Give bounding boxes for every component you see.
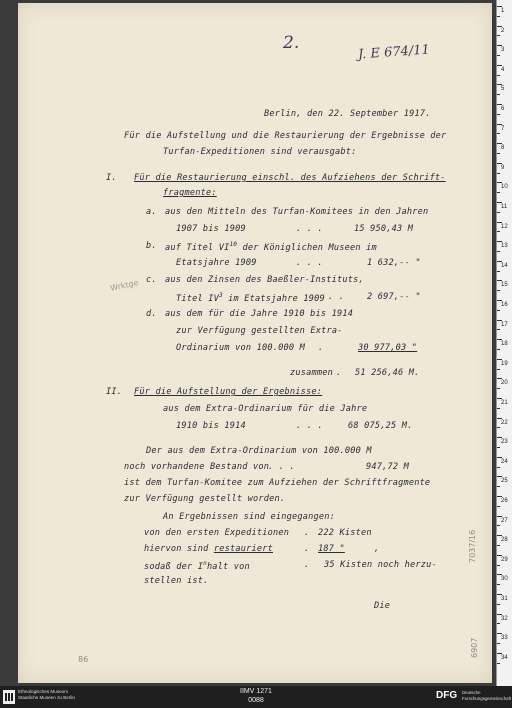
ruler-number: 20 [501,380,508,387]
ruler-tick [497,555,502,556]
ruler-number: 32 [501,615,508,622]
ruler-tick [497,516,502,517]
ruler-tick [497,653,502,654]
ruler-tick [497,124,502,125]
arrivals-row-3-sep: . [304,560,310,570]
item-b-line-2: Etatsjahre 1909 [176,258,257,268]
ruler-tick [497,231,500,232]
ruler-number: 5 [501,86,505,93]
ruler-number: 29 [501,556,508,563]
catchword: Die [374,601,391,611]
ruler-tick [497,300,502,301]
ruler-number: 33 [501,635,508,642]
ruler-number: 13 [501,243,508,250]
dfg-name: Deutsche Forschungsgemeinschaft [462,690,512,701]
ruler-tick [497,633,502,634]
ruler-tick [497,35,500,36]
ruler-tick [497,623,500,624]
ruler-tick [497,418,502,419]
section-2-dots: . . . [296,421,323,431]
arrivals-row-2-tail: , [374,544,380,554]
ruler-tick [497,408,500,409]
ruler-number: 27 [501,517,508,524]
ruler-tick [497,290,500,291]
ruler-tick [497,388,500,389]
ruler-tick [497,545,500,546]
ruler-tick [497,241,502,242]
item-b-dots: . . . [296,258,323,268]
ruler-tick [497,457,502,458]
arrivals-row-2-value: 187 " [318,544,345,554]
margin-pencil-number: 7037/16 [468,529,477,563]
item-d-line-2: zur Verfügung gestellten Extra- [176,326,343,336]
item-a-line-1: aus den Mitteln des Turfan-Komitees in den Jahren [165,207,429,217]
ruler-tick [497,271,500,272]
ruler-tick [497,467,500,468]
ruler-tick [497,604,500,605]
ruler-number: 4 [501,66,505,73]
ruler-tick [497,594,502,595]
ruler-tick [497,94,500,95]
ruler-number: 28 [501,537,508,544]
ruler-number: 26 [501,498,508,504]
ruler-tick [497,437,502,438]
ruler-tick [497,84,502,85]
document-page [18,3,492,683]
remainder-line-1: Der aus dem Extra-Ordinarium von 100.000 M [146,446,372,456]
footer-bar [0,686,512,708]
ruler-number: 22 [501,419,508,426]
sum-amount: 51 256,46 M. [355,368,420,378]
remainder-line-3: ist dem Turfan-Komitee zum Aufziehen der Schriftfragmente [124,478,431,488]
section-1-heading-1: Für die Restaurierung einschl. des Aufziehens der Schrift- [134,173,446,183]
arrivals-intro: An Ergebnissen sind eingegangen: [163,512,335,522]
section-2-heading: Für die Aufstellung der Ergebnisse: [134,387,323,397]
section-2-line-2: 1910 bis 1914 [176,421,246,431]
arrivals-row-1-text: von den ersten Expeditionen [144,528,290,538]
ruler-tick [497,65,502,66]
section-2-amount: 68 075,25 M. [348,421,413,431]
ruler-tick [497,16,500,17]
ruler-number: 7 [501,125,505,132]
ruler-number: 23 [501,439,508,446]
ruler-number: 1 [501,8,505,14]
ruler-tick [497,643,500,644]
item-d-dots: . [318,343,324,353]
ruler-tick [497,378,502,379]
section-1-heading-2: fragmente: [163,188,217,198]
sum-dots: . [336,368,342,378]
ruler-tick [497,192,500,193]
ruler-number: 15 [501,282,508,289]
arrivals-row-1-sep: . [304,528,310,538]
ruler-tick [497,447,500,448]
section-2-numeral: II. [106,387,123,397]
ruler-tick [497,329,500,330]
ruler-number: 12 [501,223,508,230]
ruler-tick [497,212,500,213]
ruler-tick [497,45,502,46]
ruler-tick [497,55,500,56]
ruler-number: 19 [501,360,508,367]
intro-line-2: Turfan-Expeditionen sind verausgabt: [163,147,357,157]
item-a-line-2: 1907 bis 1909 [176,224,246,234]
ruler-number: 21 [501,400,508,406]
dfg-logo: DFG [436,690,458,701]
ruler-number: 30 [501,576,508,583]
ruler-tick [497,398,502,399]
sum-label: zusammen [290,368,333,378]
ruler-tick [497,26,502,27]
ruler-number: 9 [501,164,505,171]
ruler-tick [497,114,500,115]
ruler-number: 31 [501,596,508,602]
ruler-number: 24 [501,458,508,465]
ruler-tick [497,6,502,7]
remainder-line-2-dots: . . . [268,462,295,472]
museum-name: Ethnologisches Museum Staatliche Museen zu Berlin [18,689,75,700]
arrivals-row-4-text: stellen ist. [144,576,209,586]
remainder-line-2: noch vorhandene Bestand von [124,462,270,472]
ruler-tick [497,310,500,311]
ruler-tick [497,584,500,585]
ruler-tick [497,614,502,615]
ruler-tick [497,75,500,76]
ruler-number: 11 [501,204,508,210]
item-b-label: b. [146,241,157,251]
ruler-number: 10 [501,184,508,191]
ruler-tick [497,143,502,144]
ruler-tick [497,173,500,174]
ruler-tick [497,496,502,497]
ruler-number: 16 [501,302,508,308]
ruler-tick [497,525,500,526]
ruler-tick [497,163,502,164]
ruler-number: 18 [501,341,508,348]
page-number-annotation: 2. [283,33,300,53]
intro-line-1: Für die Aufstellung und die Restaurierung der Ergebnisse der [124,131,447,141]
ruler-number: 17 [501,321,508,328]
image-number: 0088 [248,696,264,704]
section-2-line-1: aus dem Extra-Ordinarium für die Jahre [163,404,368,414]
item-d-line-3: Ordinarium von 100.000 M [176,343,305,353]
remainder-amount: 947,72 M [366,462,409,472]
arrivals-row-1-value: 222 Kisten [318,528,372,538]
ruler-tick [497,476,502,477]
arrivals-row-2-sep: . [304,544,310,554]
section-1-numeral: I. [106,173,117,183]
arrivals-row-3-text: sodaß der $I^nhalt$ von [144,560,250,572]
margin-pencil-number-lower: 6907 [470,637,479,658]
ruler-tick [497,565,500,566]
ruler-tick [497,280,502,281]
ruler-number: 25 [501,478,508,485]
item-c-dots: . . [328,292,345,302]
ruler-tick [497,535,502,536]
ruler-number: 6 [501,106,505,112]
ruler-tick [497,202,502,203]
scan-ruler [496,0,512,686]
ruler-tick [497,153,500,154]
ruler-tick [497,261,502,262]
ruler-tick [497,349,500,350]
item-d-amount: 30 977,03 " [358,343,418,353]
item-c-amount: 2 697,-- " [367,292,421,302]
ruler-tick [497,663,500,664]
bottom-pencil-number: 86 [78,655,89,664]
ruler-number: 34 [501,654,508,661]
item-a-label: a. [146,207,157,217]
ruler-tick [497,133,500,134]
ruler-number: 3 [501,47,505,54]
dateline: Berlin, den 22. September 1917. [264,109,431,119]
item-c-line-1: aus den Zinsen des Baeßler-Instituts, [165,275,364,285]
ruler-number: 2 [501,27,505,34]
ruler-tick [497,222,502,223]
item-d-line-1: aus dem für die Jahre 1910 bis 1914 [165,309,354,319]
ruler-tick [497,339,502,340]
arrivals-row-2-text: hiervon sind restauriert [144,544,273,554]
ruler-tick [497,359,502,360]
ruler-tick [497,182,502,183]
item-d-label: d. [146,309,157,319]
item-b-line-1: auf Titel VI$^{10}$ der Königlichen Museen im [165,241,377,253]
ruler-tick [497,427,500,428]
ruler-tick [497,506,500,507]
ruler-number: 8 [501,145,505,152]
ruler-tick [497,320,502,321]
ruler-tick [497,104,502,105]
catalog-number: IIMV 1271 [240,688,272,695]
item-c-line-2: Titel $IV^3$ im Etatsjahre 1909 [176,292,325,304]
ruler-number: 14 [501,262,508,269]
ruler-tick [497,486,500,487]
item-a-amount: 15 950,43 M [354,224,414,234]
item-b-amount: 1 632,-- " [367,258,421,268]
item-a-dots: . . . [296,224,323,234]
remainder-line-4: zur Verfügung gestellt worden. [124,494,286,504]
item-c-label: c. [146,275,157,285]
shelfmark-annotation: J. E 674/11 [357,42,431,63]
ruler-tick [497,369,500,370]
arrivals-row-3-value: 35 Kisten noch herzu- [324,560,437,570]
margin-pencil-note: Wrktge [109,278,140,293]
ruler-tick [497,574,502,575]
ruler-tick [497,251,500,252]
